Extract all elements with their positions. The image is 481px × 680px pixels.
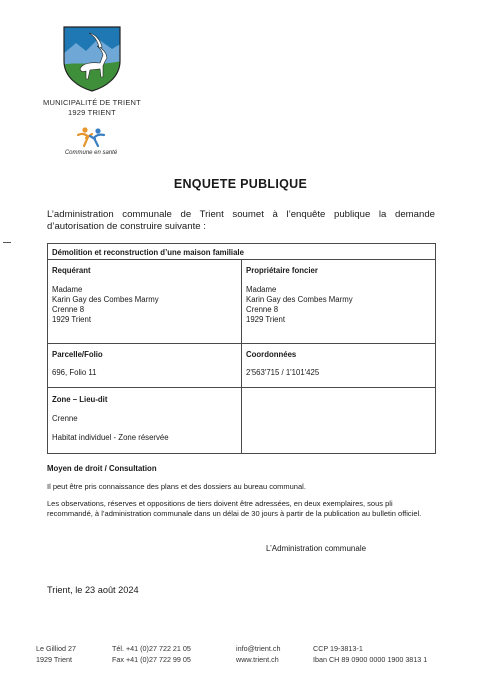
footer-phones — [112, 644, 191, 665]
requerant-line: Karin Gay des Combes Marmy — [52, 295, 159, 304]
commune-en-sante-logo — [74, 126, 108, 148]
footer-fax: Fax +41 (0)27 722 99 05 — [112, 654, 191, 664]
requerant-line: Madame — [52, 285, 83, 294]
zone-label: Zone – Lieu-dit — [52, 395, 108, 404]
footer-address-line: Le Gilliod 27 — [36, 644, 76, 653]
footer-address-line: 1929 Trient — [36, 654, 72, 664]
consultation-paragraph: Les observations, réserves et oppositions de tiers doivent être adressées, en deux exemplaires, sous pli recommandé, à l’administration communale dans un délai de 30 jours à partir de la publication au bulletin officiel. — [47, 499, 422, 518]
commune-en-sante-caption: Commune en santé — [64, 150, 118, 156]
coordonnees-value: 2'563'715 / 1'101'425 — [246, 368, 320, 377]
footer-email-link[interactable]: info@trient.ch — [236, 644, 281, 653]
date-line: Trient, le 23 août 2024 — [47, 585, 139, 595]
footer-phone: Tél. +41 (0)27 722 21 05 — [112, 644, 191, 653]
municipal-crest — [62, 25, 122, 93]
footer-website-link[interactable]: www.trient.ch — [236, 654, 279, 664]
municipality-postcode: 1929 TRIENT — [68, 108, 116, 117]
coordonnees-label: Coordonnées — [246, 350, 297, 359]
footer-bank — [313, 644, 427, 665]
footer-address — [36, 644, 76, 665]
zone-line: Crenne — [52, 414, 78, 423]
proprietaire-line: Crenne 8 — [246, 305, 279, 314]
requerant-line: Crenne 8 — [52, 305, 85, 314]
municipality-name: MUNICIPALITÉ DE TRIENT — [43, 98, 141, 107]
proprietaire-line: Karin Gay des Combes Marmy — [246, 295, 353, 304]
requerant-line: 1929 Trient — [52, 315, 92, 324]
intro-paragraph: L’administration communale de Trient soumet à l’enquête publique la demande d’autorisation de construire suivante : — [47, 209, 435, 232]
footer-contact — [236, 644, 280, 665]
footer-iban: Iban CH 89 0900 0000 1900 3813 1 — [313, 654, 428, 664]
consultation-heading: Moyen de droit / Consultation — [47, 464, 157, 473]
consultation-paragraph: Il peut être pris connaissance des plans et des dossiers au bureau communal. — [47, 482, 306, 491]
proprietaire-line: 1929 Trient — [246, 315, 286, 324]
proprietaire-line: Madame — [246, 285, 277, 294]
page-title: ENQUETE PUBLIQUE — [173, 177, 308, 191]
project-description: Démolition et reconstruction d’une maison familiale — [52, 248, 244, 257]
parcelle-label: Parcelle/Folio — [52, 350, 103, 359]
requerant-label: Requérant — [52, 266, 91, 275]
zone-line: Habitat individuel - Zone réservée — [52, 433, 169, 442]
parcelle-value: 696, Folio 11 — [52, 368, 97, 377]
proprietaire-label: Propriétaire foncier — [246, 266, 318, 275]
footer-ccp: CCP 19-3813-1 — [313, 644, 363, 653]
margin-mark — [3, 242, 11, 243]
signature-line: L’Administration communale — [266, 544, 367, 553]
